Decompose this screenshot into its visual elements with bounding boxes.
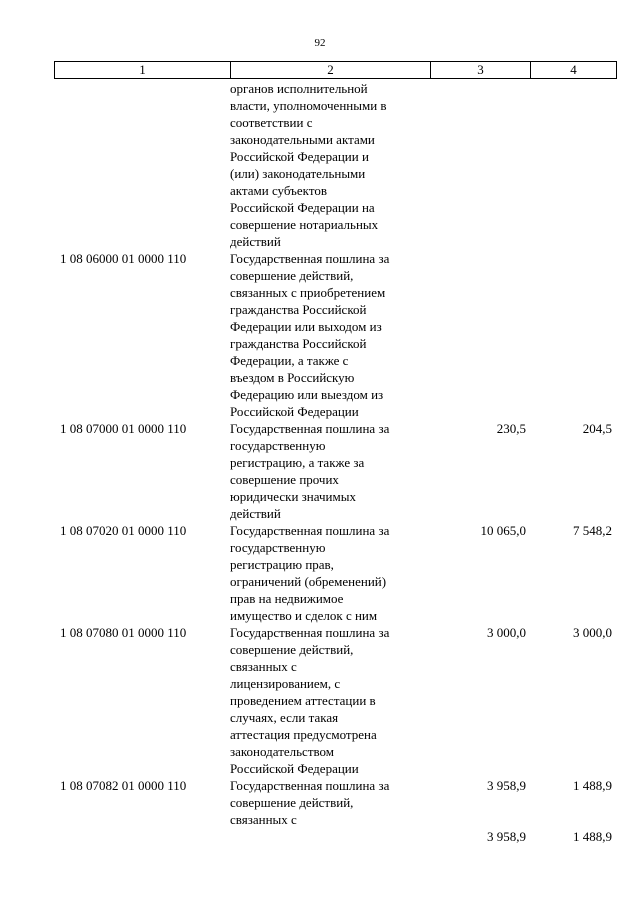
- row-name-line: соответствии с: [230, 115, 313, 130]
- row-value-col3: 3 000,0: [487, 625, 526, 640]
- row-name: [230, 80, 430, 250]
- column-header-4: 4: [531, 62, 617, 79]
- row-name-line: совершение действий,: [230, 268, 354, 283]
- row-code: 1 08 07080 01 0000 110: [60, 625, 187, 640]
- row-name-line: лицензированием, с: [230, 676, 341, 691]
- table-row: [54, 80, 616, 250]
- row-name-line: Федерации или выходом из: [230, 319, 382, 334]
- row-name: [230, 624, 430, 777]
- row-name-line: Государственная пошлина за: [230, 251, 390, 266]
- row-name-line: власти, уполномоченными в: [230, 98, 387, 113]
- row-code: 1 08 07082 01 0000 110: [60, 778, 187, 793]
- row-name-line: совершение действий,: [230, 642, 354, 657]
- row-name-line: связанных с: [230, 659, 297, 674]
- table-body: [54, 80, 616, 844]
- row-name-line: Государственная пошлина за: [230, 778, 390, 793]
- column-header-3: 3: [431, 62, 531, 79]
- row-name-line: совершение нотариальных: [230, 217, 379, 232]
- row-name-line: аттестация предусмотрена: [230, 727, 377, 742]
- row-name-line: ограничений (обременений): [230, 574, 387, 589]
- row-name-line: Федерацию или выездом из: [230, 387, 384, 402]
- row-name-line: действий: [230, 234, 281, 249]
- row-name-line: (или) законодательными: [230, 166, 366, 181]
- row-name-line: случаях, если такая: [230, 710, 339, 725]
- row-value-col4: 7 548,2: [573, 523, 612, 538]
- row-name-line: Российской Федерации и: [230, 149, 369, 164]
- row-value-col3: 3 958,9: [487, 778, 526, 793]
- row-name: [230, 250, 430, 420]
- row-name-line: актами субъектов: [230, 183, 327, 198]
- row-name-line: государственную: [230, 540, 326, 555]
- row-code: 1 08 07000 01 0000 110: [60, 421, 187, 436]
- row-value-col4: 3 000,0: [573, 625, 612, 640]
- row-name-line: Российской Федерации: [230, 404, 359, 419]
- row-name-line: связанных с приобретением: [230, 285, 386, 300]
- row-name-line: Российской Федерации: [230, 761, 359, 776]
- row-name-line: юридически значимых: [230, 489, 356, 504]
- row-name: [230, 777, 430, 828]
- row-name-line: гражданства Российской: [230, 336, 367, 351]
- row-name-line: законодательными актами: [230, 132, 375, 147]
- row-name-line: Государственная пошлина за: [230, 421, 390, 436]
- row-name-line: совершение прочих: [230, 472, 339, 487]
- row-name-line: Федерации, а также с: [230, 353, 349, 368]
- row-name: [230, 420, 430, 522]
- row-name-line: совершение действий,: [230, 795, 354, 810]
- row-name-line: гражданства Российской: [230, 302, 367, 317]
- row-name-line: органов исполнительной: [230, 81, 368, 96]
- row-value-col4: 204,5: [582, 421, 612, 436]
- row-code: 1 08 07020 01 0000 110: [60, 523, 187, 538]
- column-header-1: 1: [55, 62, 231, 79]
- row-name-line: прав на недвижимое: [230, 591, 344, 606]
- row-name-line: въездом в Российскую: [230, 370, 355, 385]
- row-name-line: связанных с: [230, 812, 297, 827]
- row-name-line: государственную: [230, 438, 326, 453]
- row-name-line: законодательством: [230, 744, 335, 759]
- row-name-line: Государственная пошлина за: [230, 523, 390, 538]
- row-name-line: имущество и сделок с ним: [230, 608, 378, 623]
- row-value-col3: 230,5: [496, 421, 526, 436]
- column-header-table: [54, 61, 617, 79]
- page-number: 92: [314, 37, 326, 49]
- row-name: [230, 522, 430, 624]
- row-name-line: Государственная пошлина за: [230, 625, 390, 640]
- row-name-line: проведением аттестации в: [230, 693, 376, 708]
- column-header-2: 2: [231, 62, 431, 79]
- row-value-col4: 1 488,9: [573, 778, 612, 793]
- row-value-col3: 3 958,9: [487, 829, 526, 844]
- row-name-line: регистрацию, а также за: [230, 455, 365, 470]
- table-row: [54, 777, 616, 844]
- row-name-line: Российской Федерации на: [230, 200, 375, 215]
- row-name-line: действий: [230, 506, 281, 521]
- row-value-col4: 1 488,9: [573, 829, 612, 844]
- row-value-col3: 10 065,0: [480, 523, 526, 538]
- row-name-line: регистрацию прав,: [230, 557, 334, 572]
- row-code: 1 08 06000 01 0000 110: [60, 251, 187, 266]
